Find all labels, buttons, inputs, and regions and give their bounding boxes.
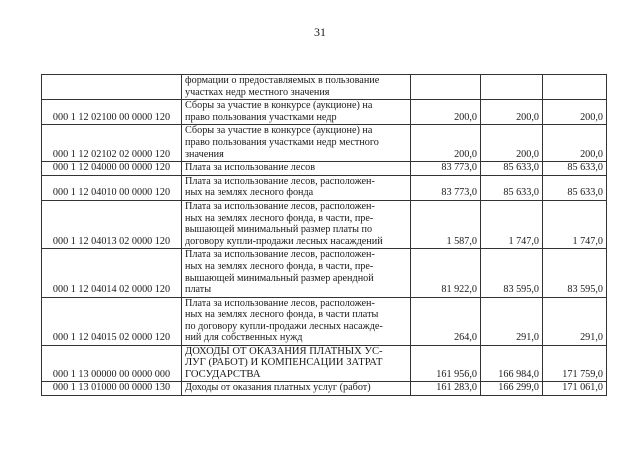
amount-year-1: 161 956,0: [411, 346, 481, 382]
amount-year-2: 166 299,0: [481, 382, 543, 396]
table-row: [42, 175, 607, 200]
description-line: ных на землях лесного фонда, в части, пре-: [185, 212, 374, 224]
amount-year-1: 200,0: [411, 125, 481, 162]
description-line: Плата за использование лесов: [185, 162, 316, 174]
amount-year-2: 200,0: [481, 100, 543, 125]
table-row: [42, 75, 607, 100]
description-line: право пользования участками недр: [185, 111, 337, 123]
description-line: формации о предоставляемых в пользование: [185, 75, 380, 86]
amount-year-3: 171 061,0: [543, 382, 607, 396]
description-line: Плата за использование лесов, расположен-: [185, 249, 375, 261]
budget-table: [41, 74, 607, 396]
budget-description: [182, 162, 411, 176]
description-line: Сборы за участие в конкурсе (аукционе) на: [185, 125, 373, 137]
budget-code: 000 1 13 00000 00 0000 000: [42, 346, 182, 382]
budget-description: [182, 125, 411, 162]
budget-description: [182, 200, 411, 248]
description-line: значения: [185, 148, 224, 160]
budget-code: 000 1 12 04014 02 0000 120: [42, 249, 182, 297]
table-row: [42, 297, 607, 345]
description-line: вышающей минимальный размер платы по: [185, 224, 373, 236]
amount-year-1: 1 587,0: [411, 200, 481, 248]
amount-year-2: 83 595,0: [481, 249, 543, 297]
table-row: [42, 200, 607, 248]
table-row: [42, 249, 607, 297]
table-row: [42, 162, 607, 176]
budget-code: 000 1 13 01000 00 0000 130: [42, 382, 182, 396]
amount-year-2: 291,0: [481, 297, 543, 345]
amount-year-1: 200,0: [411, 100, 481, 125]
description-line: ДОХОДЫ ОТ ОКАЗАНИЯ ПЛАТНЫХ УС-: [185, 346, 383, 358]
description-line: ний для собственных нужд: [185, 332, 303, 344]
table-row: [42, 125, 607, 162]
description-line: платы: [185, 284, 212, 296]
budget-code: 000 1 12 04000 00 0000 120: [42, 162, 182, 176]
amount-year-1: 81 922,0: [411, 249, 481, 297]
amount-year-3: 291,0: [543, 297, 607, 345]
description-line: ных на землях лесного фонда, в части, пре-: [185, 260, 374, 272]
amount-year-1: 264,0: [411, 297, 481, 345]
description-line: право пользования участками недр местного: [185, 136, 379, 148]
amount-year-3: 83 595,0: [543, 249, 607, 297]
description-line: вышающей минимальный размер арендной: [185, 272, 374, 284]
description-line: Доходы от оказания платных услуг (работ): [185, 382, 371, 394]
amount-year-1: 83 773,0: [411, 175, 481, 200]
description-line: Плата за использование лесов, расположен-: [185, 297, 375, 309]
amount-year-2: [481, 75, 543, 100]
amount-year-2: 85 633,0: [481, 175, 543, 200]
amount-year-3: 85 633,0: [543, 162, 607, 176]
budget-description: [182, 346, 411, 382]
page-number: 31: [314, 25, 326, 39]
description-line: ЛУГ (РАБОТ) И КОМПЕНСАЦИИ ЗАТРАТ: [185, 357, 383, 369]
budget-description: [182, 100, 411, 125]
budget-description: [182, 297, 411, 345]
budget-description: [182, 382, 411, 396]
budget-description: [182, 249, 411, 297]
amount-year-1: 83 773,0: [411, 162, 481, 176]
amount-year-3: 1 747,0: [543, 200, 607, 248]
description-line: ных на землях лесного фонда: [185, 187, 314, 199]
description-line: Сборы за участие в конкурсе (аукционе) на: [185, 100, 373, 112]
amount-year-3: 200,0: [543, 125, 607, 162]
budget-code: 000 1 12 04013 02 0000 120: [42, 200, 182, 248]
description-line: участках недр местного значения: [185, 86, 330, 98]
amount-year-3: 85 633,0: [543, 175, 607, 200]
amount-year-3: [543, 75, 607, 100]
table-row: [42, 382, 607, 396]
table-row: [42, 346, 607, 382]
budget-description: [182, 75, 411, 100]
description-line: по договору купли-продажи лесных насажде-: [185, 320, 383, 332]
budget-code: 000 1 12 04010 00 0000 120: [42, 175, 182, 200]
description-line: Плата за использование лесов, расположен-: [185, 200, 375, 212]
budget-code: 000 1 12 02102 02 0000 120: [42, 125, 182, 162]
budget-description: [182, 175, 411, 200]
table-row: [42, 100, 607, 125]
budget-code: 000 1 12 02100 00 0000 120: [42, 100, 182, 125]
budget-code: [42, 75, 182, 100]
budget-table-body: [42, 75, 607, 396]
description-line: Плата за использование лесов, расположен-: [185, 175, 375, 187]
amount-year-3: 171 759,0: [543, 346, 607, 382]
amount-year-2: 85 633,0: [481, 162, 543, 176]
description-line: ГОСУДАРСТВА: [185, 368, 261, 380]
description-line: договору купли-продажи лесных насаждений: [185, 235, 383, 247]
description-line: ных на землях лесного фонда, в части платы: [185, 309, 379, 321]
amount-year-2: 200,0: [481, 125, 543, 162]
amount-year-1: 161 283,0: [411, 382, 481, 396]
amount-year-3: 200,0: [543, 100, 607, 125]
amount-year-1: [411, 75, 481, 100]
amount-year-2: 1 747,0: [481, 200, 543, 248]
budget-code: 000 1 12 04015 02 0000 120: [42, 297, 182, 345]
amount-year-2: 166 984,0: [481, 346, 543, 382]
